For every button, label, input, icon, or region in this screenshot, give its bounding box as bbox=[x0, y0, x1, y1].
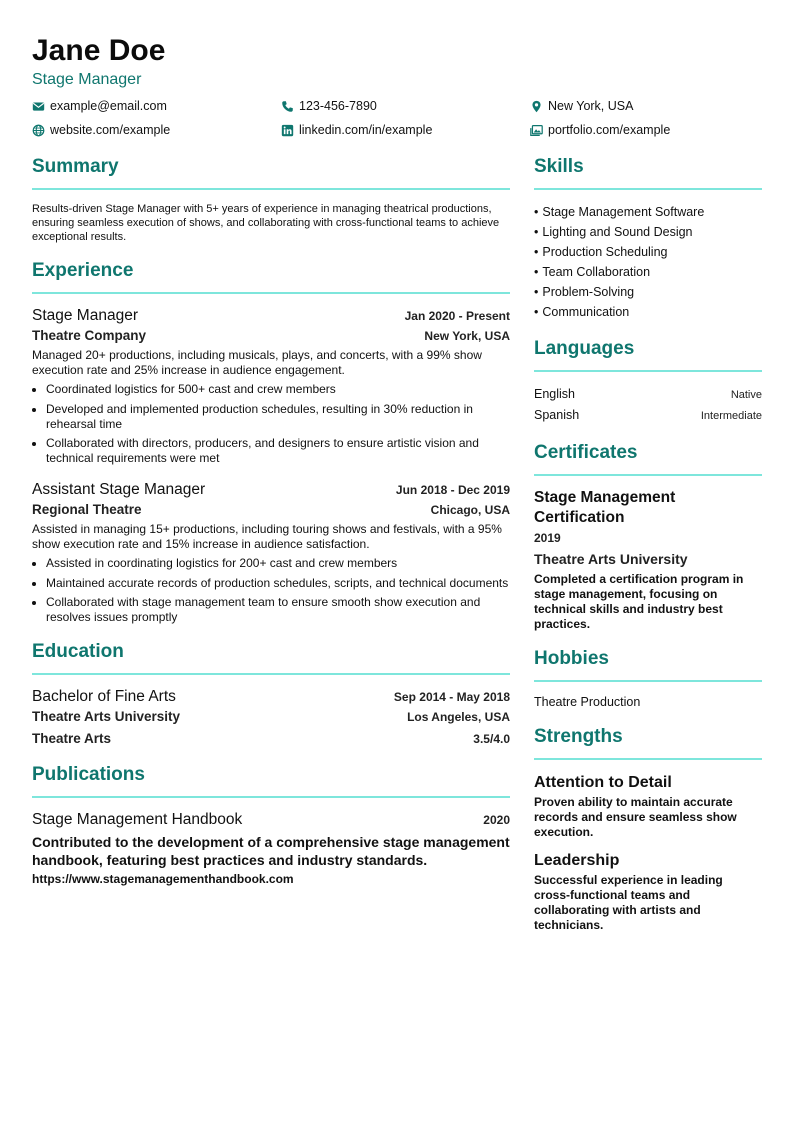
certificate-org: Theatre Arts University bbox=[534, 551, 688, 567]
section-divider bbox=[32, 796, 510, 798]
skills-heading: Skills bbox=[534, 156, 584, 177]
publications-section bbox=[32, 762, 510, 886]
job-company: Theatre Company bbox=[32, 328, 147, 343]
education-gpa: 3.5/4.0 bbox=[473, 732, 510, 746]
summary-text: Results-driven Stage Manager with 5+ years of experience in managing theatrical productions, ensuring seamless execution of shows, and collaborating with cross-functional teams to achieve exceptional results. bbox=[32, 203, 500, 243]
resume-columns bbox=[32, 154, 762, 947]
section-divider bbox=[32, 673, 510, 675]
job-bullet: • Maintained accurate records of production schedules, scripts, and technical documents bbox=[46, 576, 510, 591]
education-degree: Bachelor of Fine Arts bbox=[32, 688, 176, 705]
publication-description: Contributed to the development of a comprehensive stage management handbook, featuring best practices and industry standards. bbox=[32, 834, 510, 868]
education-location: Los Angeles, USA bbox=[407, 710, 510, 724]
portfolio-icon bbox=[530, 124, 543, 137]
email-icon bbox=[32, 100, 45, 113]
language-name: Spanish bbox=[534, 408, 580, 422]
contact-portfolio[interactable] bbox=[530, 122, 762, 138]
publications-heading: Publications bbox=[32, 764, 145, 785]
section-divider bbox=[534, 188, 762, 190]
section-divider bbox=[534, 680, 762, 682]
linkedin-icon bbox=[281, 124, 294, 137]
job-bullets bbox=[32, 556, 510, 625]
job-bullet: • Coordinated logistics for 500+ cast and crew members bbox=[46, 382, 510, 397]
skill-item: • Production Scheduling bbox=[534, 245, 668, 259]
job-location: Chicago, USA bbox=[430, 503, 510, 517]
certificate-year: 2019 bbox=[534, 531, 561, 545]
section-divider bbox=[534, 370, 762, 372]
experience-item bbox=[32, 480, 510, 625]
strengths-heading: Strengths bbox=[534, 726, 623, 747]
hobbies-heading: Hobbies bbox=[534, 648, 609, 669]
contact-linkedin-text: linkedin.com/in/example bbox=[299, 123, 433, 137]
publication-name: Stage Management Handbook bbox=[32, 811, 243, 828]
section-divider bbox=[32, 292, 510, 294]
strength-item bbox=[534, 772, 762, 840]
job-bullets bbox=[32, 382, 510, 466]
right-column bbox=[534, 154, 762, 947]
phone-icon bbox=[281, 100, 294, 113]
experience-section bbox=[32, 258, 510, 625]
contact-email-text: example@email.com bbox=[50, 99, 167, 113]
certificate-name: Stage Management Certification bbox=[534, 489, 676, 526]
job-title: Assistant Stage Manager bbox=[32, 481, 206, 498]
contact-phone-text: 123-456-7890 bbox=[299, 99, 377, 113]
skills-section bbox=[534, 154, 762, 322]
language-level: Native bbox=[730, 389, 762, 401]
job-location: New York, USA bbox=[424, 329, 510, 343]
job-bullet: • Developed and implemented production schedules, resulting in 30% reduction in rehearsal time bbox=[46, 402, 510, 432]
job-description: Assisted in managing 15+ productions, including touring shows and festivals, with a 95% show execution rate and 15% increase in audience satisfaction. bbox=[32, 522, 502, 551]
contact-linkedin[interactable] bbox=[281, 122, 530, 138]
skill-item: • Communication bbox=[534, 305, 630, 319]
contact-email[interactable] bbox=[32, 98, 281, 114]
education-dates: Sep 2014 - May 2018 bbox=[393, 690, 510, 704]
education-school: Theatre Arts University bbox=[32, 709, 181, 724]
language-level: Intermediate bbox=[700, 410, 762, 422]
strength-description: Successful experience in leading cross-functional teams and collaborating with artists and technicians. bbox=[534, 873, 723, 932]
left-column bbox=[32, 154, 510, 947]
languages-section bbox=[534, 336, 762, 426]
summary-section bbox=[32, 154, 510, 244]
language-item bbox=[534, 384, 762, 405]
summary-heading: Summary bbox=[32, 156, 119, 177]
job-description: Managed 20+ productions, including musicals, plays, and concerts, with a 99% show execution rate and 25% increase in audience engagement. bbox=[32, 348, 482, 377]
strengths-section bbox=[534, 724, 762, 933]
publication-year: 2020 bbox=[483, 813, 510, 827]
strength-title: Attention to Detail bbox=[534, 774, 672, 791]
education-section bbox=[32, 639, 510, 748]
education-heading: Education bbox=[32, 641, 124, 662]
certificate-description: Completed a certification program in stage management, focusing on technical skills and industry best practices. bbox=[534, 572, 744, 631]
skill-item: • Team Collaboration bbox=[534, 265, 651, 279]
education-field: Theatre Arts bbox=[32, 731, 112, 746]
strength-description: Proven ability to maintain accurate records and ensure seamless show execution. bbox=[534, 795, 737, 839]
contact-portfolio-text: portfolio.com/example bbox=[548, 123, 671, 137]
job-dates: Jan 2020 - Present bbox=[404, 309, 510, 323]
contact-info bbox=[32, 98, 762, 138]
job-title: Stage Manager bbox=[32, 307, 138, 324]
contact-location bbox=[530, 98, 762, 114]
language-name: English bbox=[534, 387, 575, 401]
job-company: Regional Theatre bbox=[32, 502, 142, 517]
location-icon bbox=[530, 100, 543, 113]
job-bullet: • Collaborated with stage management team to ensure smooth show execution and resolves issues promptly bbox=[46, 595, 510, 625]
experience-heading: Experience bbox=[32, 260, 134, 281]
contact-website[interactable] bbox=[32, 122, 281, 138]
experience-item bbox=[32, 306, 510, 466]
candidate-name: Jane Doe bbox=[32, 34, 166, 67]
hobby-item: Theatre Production bbox=[534, 695, 641, 709]
section-divider bbox=[32, 188, 510, 190]
section-divider bbox=[534, 474, 762, 476]
languages-heading: Languages bbox=[534, 338, 635, 359]
certificates-section bbox=[534, 440, 762, 632]
skill-item: • Problem-Solving bbox=[534, 285, 635, 299]
strength-item bbox=[534, 850, 762, 933]
job-bullet: • Collaborated with directors, producers, and designers to ensure artistic vision and technical requirements were met bbox=[46, 436, 510, 466]
skill-item: • Lighting and Sound Design bbox=[534, 225, 693, 239]
job-dates: Jun 2018 - Dec 2019 bbox=[395, 483, 510, 497]
candidate-role: Stage Manager bbox=[32, 71, 142, 88]
certificates-heading: Certificates bbox=[534, 442, 638, 463]
contact-location-text: New York, USA bbox=[548, 99, 634, 113]
skill-item: • Stage Management Software bbox=[534, 205, 705, 219]
job-bullet: • Assisted in coordinating logistics for 200+ cast and crew members bbox=[46, 556, 510, 571]
strength-title: Leadership bbox=[534, 852, 620, 869]
language-item bbox=[534, 405, 762, 426]
contact-website-text: website.com/example bbox=[50, 123, 171, 137]
publication-link[interactable]: https://www.stagemanagementhandbook.com bbox=[32, 872, 294, 886]
globe-icon bbox=[32, 124, 45, 137]
hobbies-section bbox=[534, 646, 762, 710]
contact-phone[interactable] bbox=[281, 98, 530, 114]
section-divider bbox=[534, 758, 762, 760]
